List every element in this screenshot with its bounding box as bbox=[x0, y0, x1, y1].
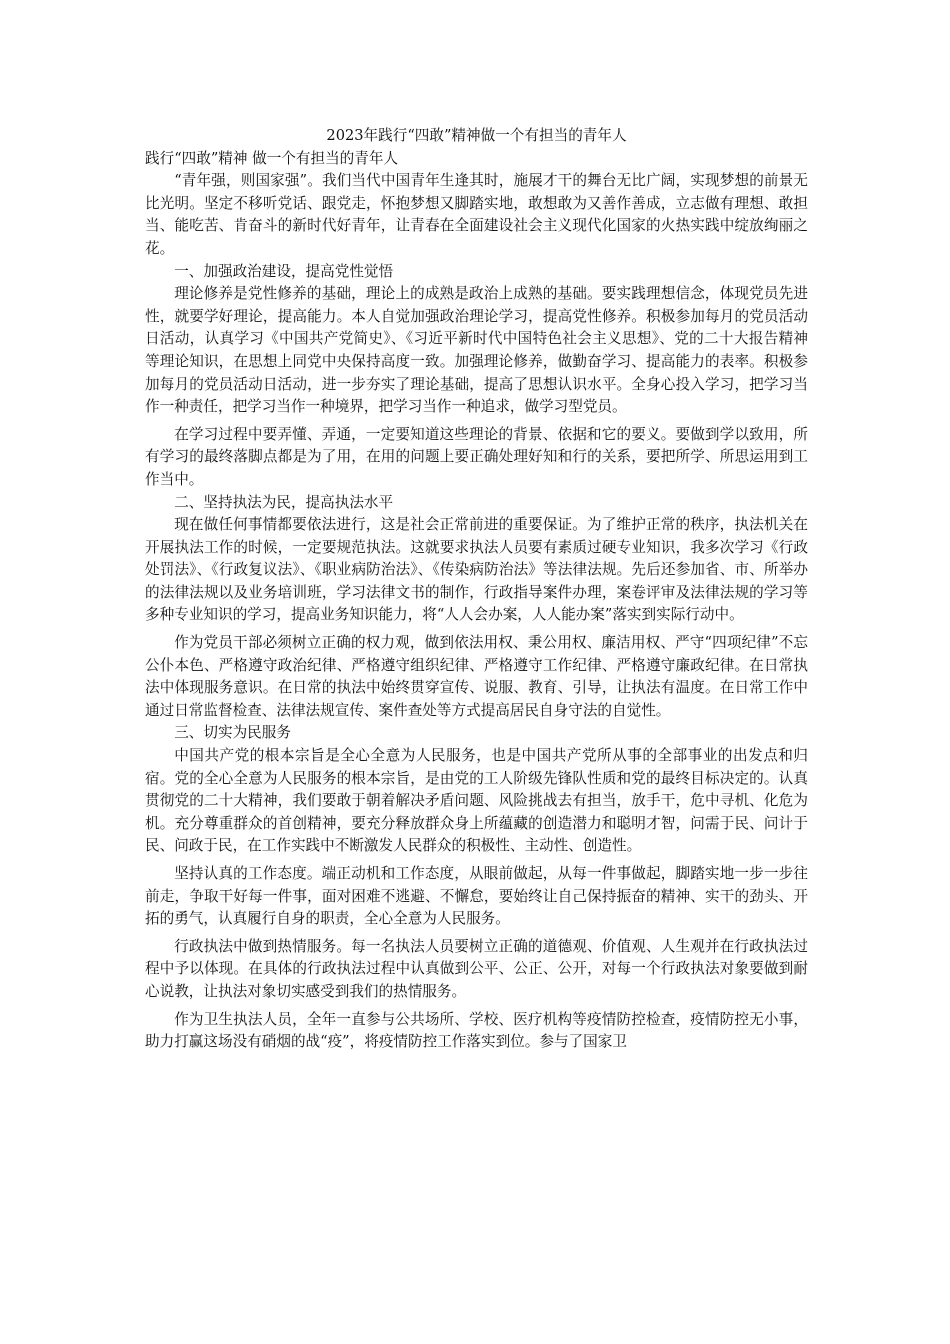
section-1-paragraph-2: 在学习过程中要弄懂、弄通，一定要知道这些理论的背景、依据和它的要义。要做到学以致用，所有学习的最终落脚点都是为了用，在用的问题上要正确处理好知和行的关系，要把所学、所思运用到工作当中。 bbox=[145, 425, 808, 488]
section-3-paragraph-2: 坚持认真的工作态度。端正动机和工作态度，从眼前做起，从每一件事做起，脚踏实地一步一步往前走，争取干好每一件事，面对困难不逃避、不懈怠，要始终让自己保持振奋的精神、实干的劲头、开拓的勇气，认真履行自身的职责，全心全意为人民服务。 bbox=[145, 865, 808, 928]
section-2-paragraph-2: 作为党员干部必须树立正确的权力观，做到依法用权、秉公用权、廉洁用权、严守“四项纪律”不忘公仆本色、严格遵守政治纪律、严格遵守组织纪律、严格遵守工作纪律、严格遵守廉政纪律。在日常执法中体现服务意识。在日常的执法中始终贯穿宣传、说服、教育、引导，让执法有温度。在日常工作中通过日常监督检查、法律法规宣传、案件查处等方式提高居民自身守法的自觉性。 bbox=[145, 634, 808, 719]
document-page bbox=[145, 125, 808, 1054]
intro-paragraph: “青年强，则国家强”。我们当代中国青年生逢其时，施展才干的舞台无比广阔，实现梦想的前景无比光明。坚定不移听党话、跟党走，怀抱梦想又脚踏实地，敢想敢为又善作善成，立志做有理想、敢担当、能吃苦、肯奋斗的新时代好青年，让青春在全面建设社会主义现代化国家的火热实践中绽放绚丽之花。 bbox=[145, 172, 808, 257]
section-3-paragraph-4: 作为卫生执法人员，全年一直参与公共场所、学校、医疗机构等疫情防控检查，疫情防控无小事，助力打赢这场没有硝烟的战“疫”，将疫情防控工作落实到位。参与了国家卫 bbox=[145, 1010, 808, 1051]
document-title: 2023年践行“四敢”精神做一个有担当的青年人 bbox=[326, 127, 627, 144]
section-2-heading: 二、坚持执法为民，提高执法水平 bbox=[174, 493, 394, 511]
document-subtitle: 践行“四敢”精神 做一个有担当的青年人 bbox=[145, 149, 399, 167]
section-2-paragraph-1: 现在做任何事情都要依法进行，这是社会正常前进的重要保证。为了维护正常的秩序，执法机关在开展执法工作的时候，一定要规范执法。这就要求执法人员要有素质过硬专业知识，我多次学习《行政处罚法》、《行政复议法》、《职业病防治法》、《传染病防治法》等法律法规。先后还参加省、市、所举办的法律法规以及业务培训班，学习法律文书的制作，行政指导案件办理，案卷评审及法律法规的学习等多种专业知识的学习，提高业务知识能力，将“人人会办案，人人能办案”落实到实际行动中。 bbox=[145, 516, 808, 624]
section-3-heading: 三、切实为民服务 bbox=[174, 724, 291, 742]
section-3-paragraph-1: 中国共产党的根本宗旨是全心全意为人民服务，也是中国共产党所从事的全部事业的出发点和归宿。党的全心全意为人民服务的根本宗旨，是由党的工人阶级先锋队性质和党的最终目标决定的。认真贯彻党的二十大精神，我们要敢于朝着解决矛盾问题、风险挑战去有担当，放手干，危中寻机、化危为机。充分尊重群众的首创精神，要充分释放群众身上所蕴藏的创造潜力和聪明才智，问需于民、问计于民、问政于民，在工作实践中不断激发人民群众的积极性、主动性、创造性。 bbox=[145, 747, 808, 855]
section-1-heading: 一、加强政治建设，提高党性觉悟 bbox=[174, 262, 394, 280]
section-1-paragraph-1: 理论修养是党性修养的基础，理论上的成熟是政治上成熟的基础。要实践理想信念，体现党员先进性，就要学好理论，提高能力。本人自觉加强政治理论学习，提高党性修养。积极参加每月的党员活动日活动，认真学习《中国共产党简史》、《习近平新时代中国特色社会主义思想》、党的二十大报告精神等理论知识，在思想上同党中央保持高度一致。加强理论修养，做勤奋学习、提高能力的表率。积极参加每月的党员活动日活动，进一步夯实了理论基础，提高了思想认识水平。全身心投入学习，把学习当作一种责任，把学习当作一种境界，把学习当作一种追求，做学习型党员。 bbox=[145, 285, 808, 416]
section-3-paragraph-3: 行政执法中做到热情服务。每一名执法人员要树立正确的道德观、价值观、人生观并在行政执法过程中予以体现。在具体的行政执法过程中认真做到公平、公正、公开，对每一个行政执法对象要做到耐心说教，让执法对象切实感受到我们的热情服务。 bbox=[145, 937, 808, 1000]
